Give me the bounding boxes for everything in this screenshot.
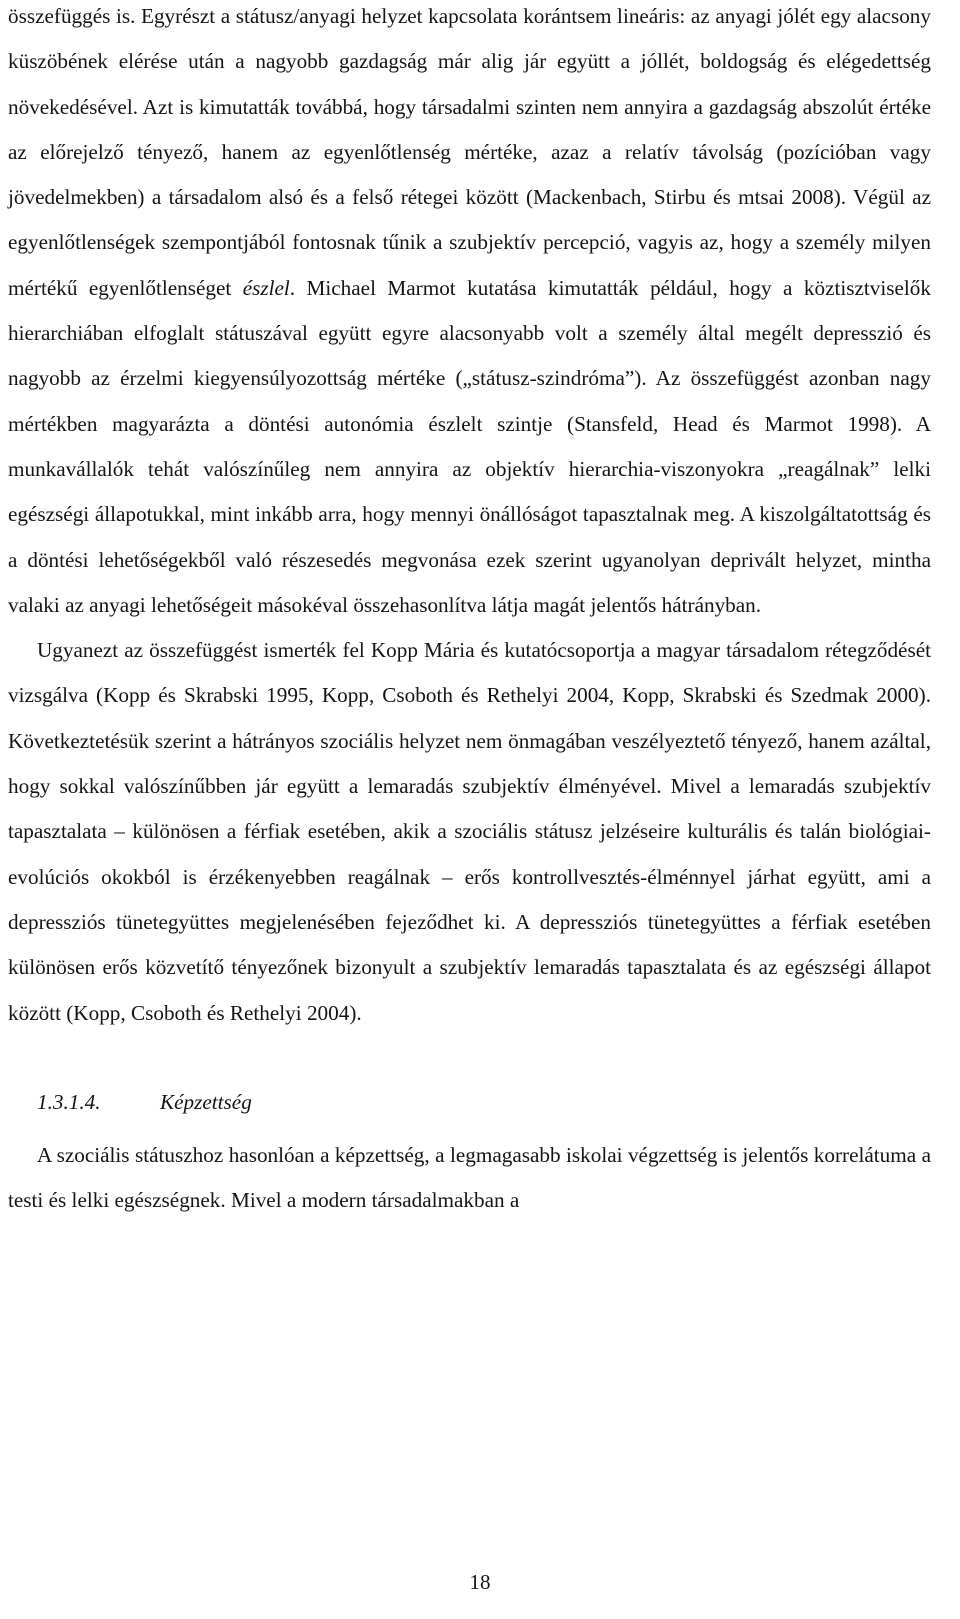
body-paragraph-3: A szociális státuszhoz hasonlóan a képzettség, a legmagasabb iskolai végzettség is jelentős korrelátuma a testi és lelki egészségnek. Mivel a modern társadalmakban a <box>8 1142 931 1213</box>
paragraph-text: . Michael Marmot kutatása kimutatták például, hogy a köztisztviselők hierarchiában elfoglalt státuszával együtt egyre alacsonyabb volt a személy által megélt depresszió és nagyobb az érzelmi kiegyensúlyozottság mértéke („státusz-szindróma”). Az összefüggést azonban nagy mértékben magyarázta a döntési autonómia észlelt szintje (Stansfeld, Head és Marmot 1998). A munkavállalók tehát valószínűleg nem annyira az objektív hierarchia-viszonyokra „reagálnak” lelki egészségi állapotukkal, mint inkább arra, hogy mennyi önállóságot tapasztalnak meg. A kiszolgáltatottság és a döntési lehetőségekből való részesedés megvonása ezek szerint ugyanolyan deprivált helyzet, mintha valaki az anyagi lehetőségeit másokéval összehasonlítva látja magát jelentős hátrányban. <box>8 275 931 617</box>
emphasized-word: észlel <box>242 275 290 300</box>
paragraph-text: összefüggés is. Egyrészt a státusz/anyagi helyzet kapcsolata korántsem lineáris: az anyagi jólét egy alacsony küszöbének elérése után a nagyobb gazdagság már alig jár együtt a jóllét, boldogság és elégedettség növekedésével. Azt is kimutatták továbbá, hogy társadalmi szinten nem annyira a gazdagság abszolút értéke az előrejelző tényező, hanem az egyenlőtlenség mértéke, azaz a relatív távolság (pozícióban vagy jövedelmekben) a társadalom alsó és a felső rétegei között (Mackenbach, Stirbu és mtsai 2008). Végül az egyenlőtlenségek szempontjából fontosnak tűnik a szubjektív percepció, vagyis az, hogy a személy milyen mértékű egyenlőtlenséget <box>8 4 931 300</box>
section-title: Képzettség <box>160 1089 252 1114</box>
body-paragraph-2: Ugyanezt az összefüggést ismerték fel Kopp Mária és kutatócsoportja a magyar társadalom rétegződését vizsgálva (Kopp és Skrabski 1995, Kopp, Csoboth és Rethelyi 2004, Kopp, Skrabski és Szedmak 2000). Következtetésük szerint a hátrányos szociális helyzet nem önmagában veszélyeztető tényező, hanem azáltal, hogy sokkal valószínűbben jár együtt a lemaradás szubjektív élményével. Mivel a lemaradás szubjektív tapasztalata – különösen a férfiak esetében, akik a szociális státusz jelzéseire kulturális és talán biológiai-evolúciós okokból is érzékenyebben reagálnak – erős kontrollvesztés-élménnyel járhat együtt, ami a depressziós tünetegyüttes megjelenésében fejeződhet ki. A depressziós tünetegyüttes a férfiak esetében különösen erős közvetítő tényezőnek bizonyult a szubjektív lemaradás tapasztalata és az egészségi állapot között (Kopp, Csoboth és Rethelyi 2004). <box>8 638 931 1025</box>
section-heading <box>8 1080 931 1125</box>
page-number: 18 <box>469 1570 491 1594</box>
body-paragraph-1 <box>8 0 931 628</box>
section-number: 1.3.1.4. <box>37 1089 101 1114</box>
document-page <box>8 0 931 1223</box>
